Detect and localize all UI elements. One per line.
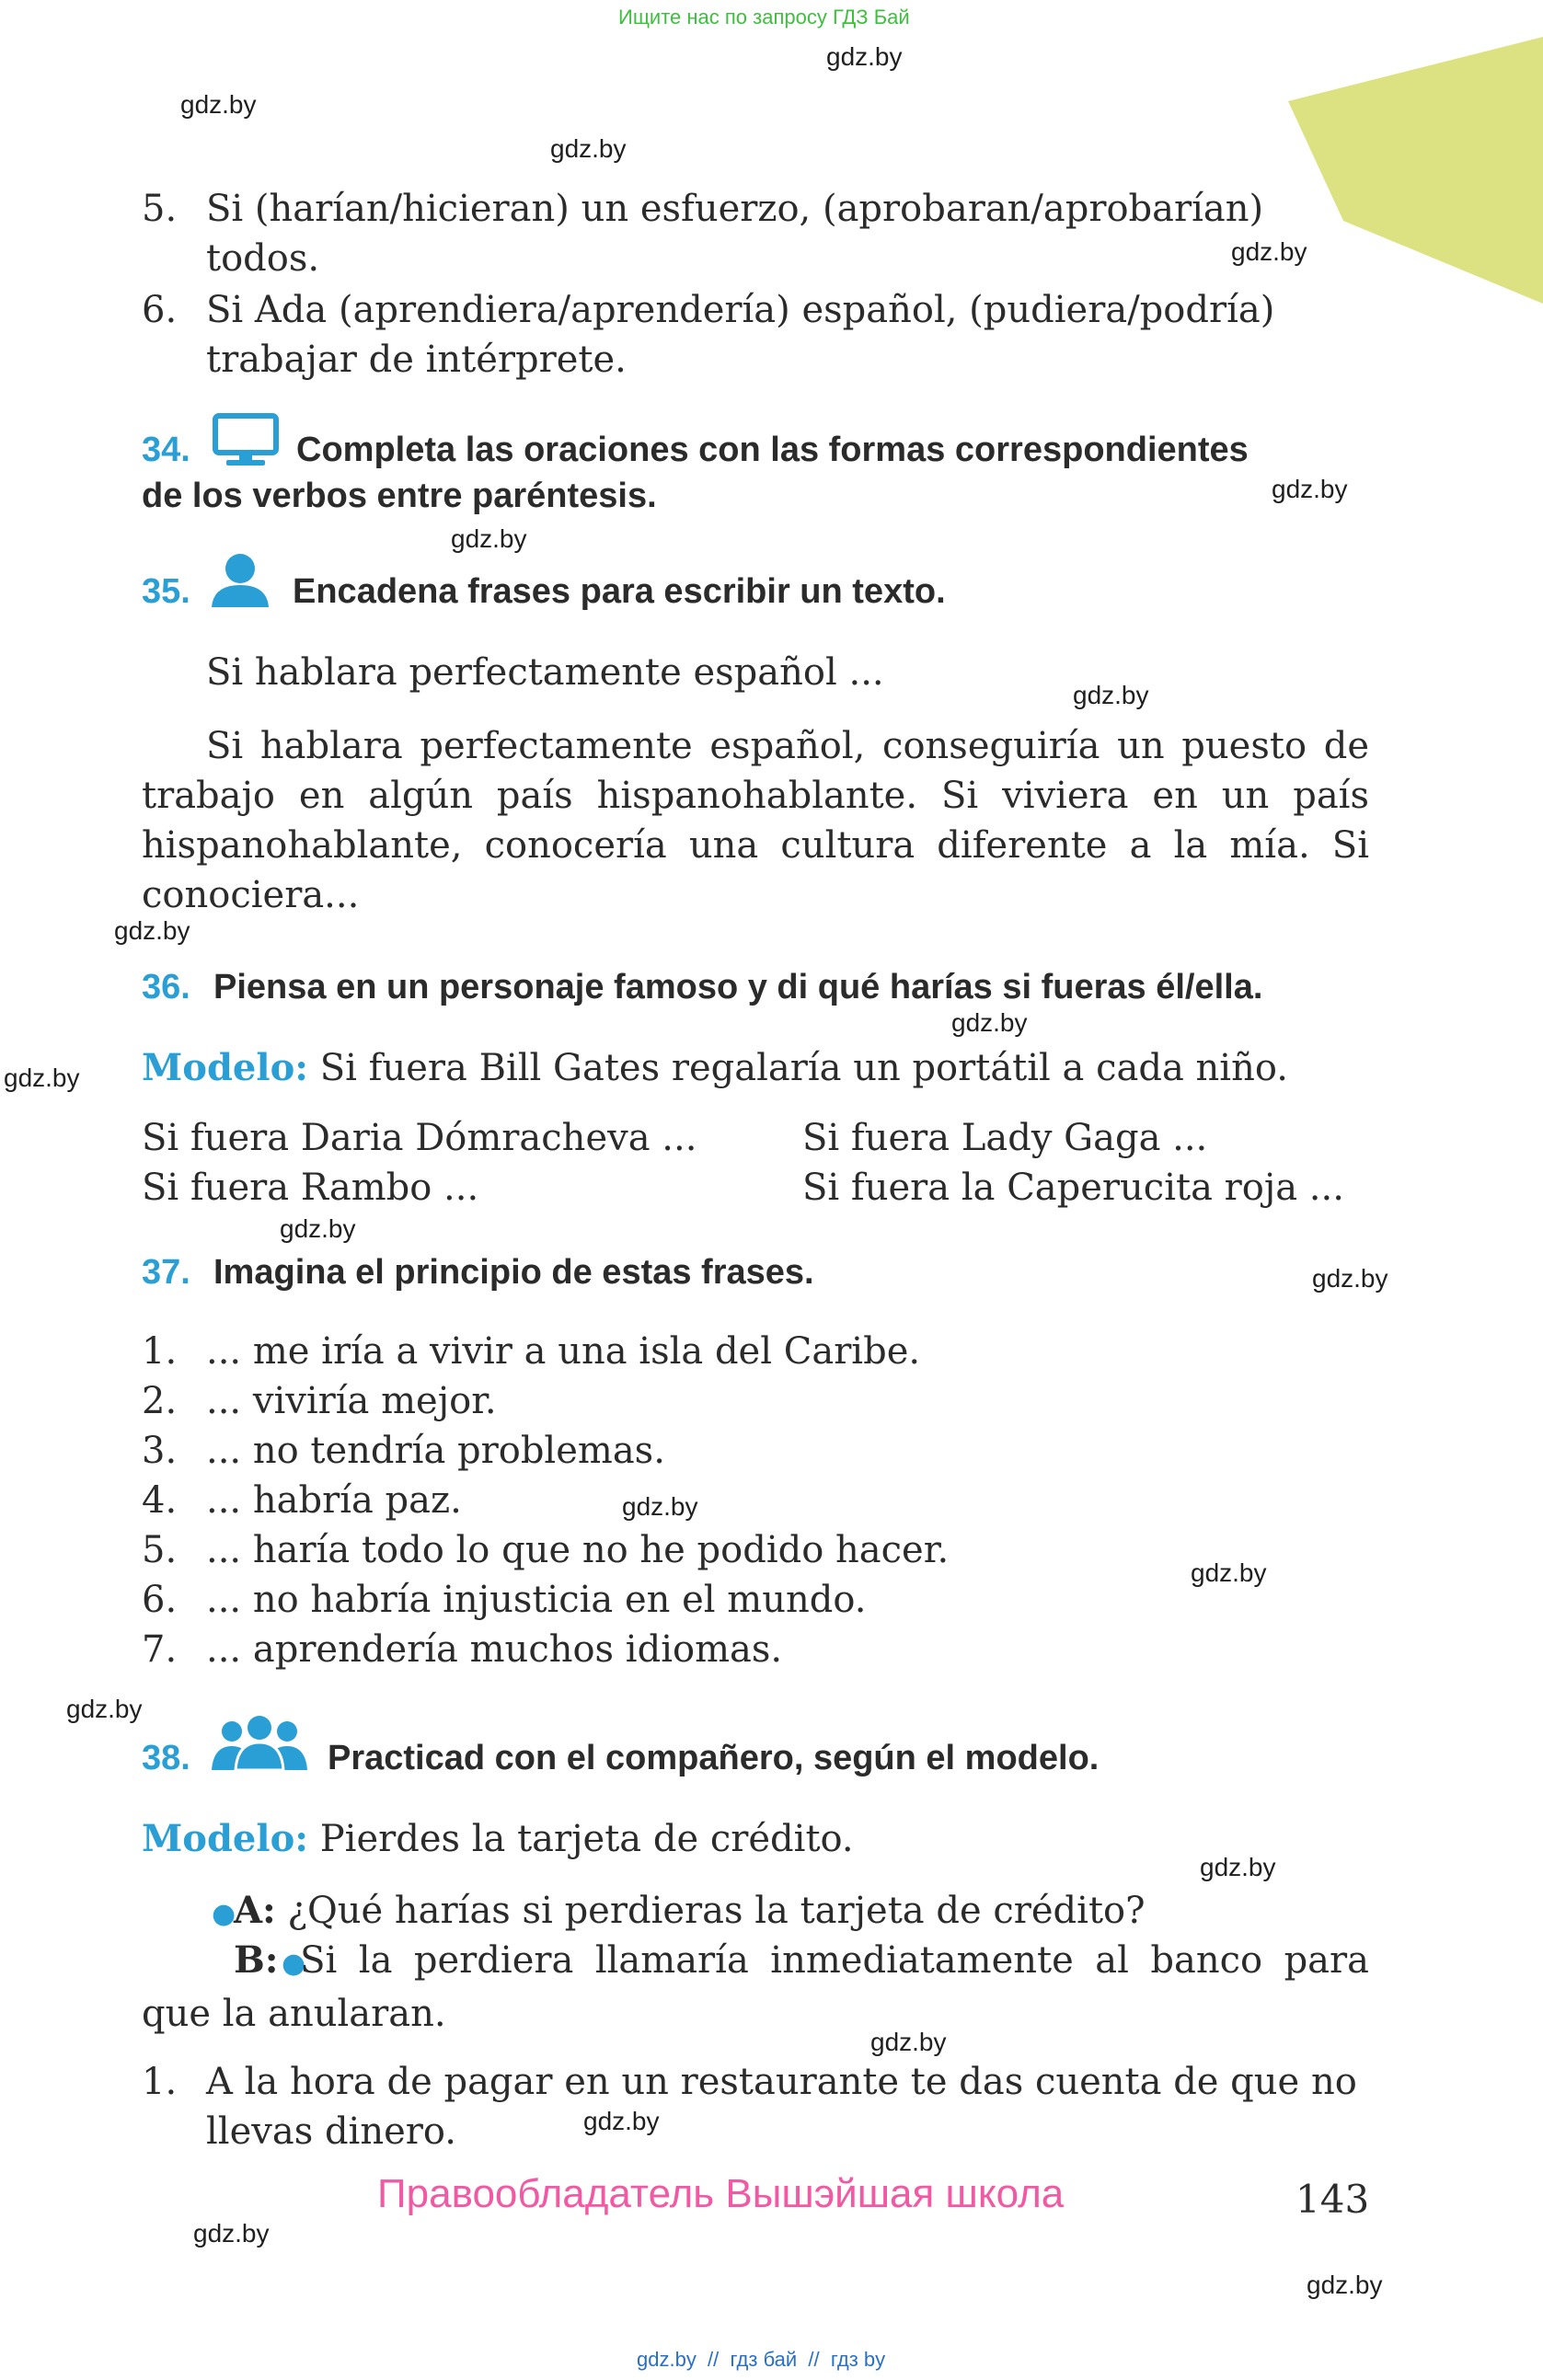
item-number: 6.: [142, 289, 178, 331]
list-item: [142, 285, 1274, 335]
item-text: ... habría paz.: [206, 1479, 462, 1522]
item-text-continuation: trabajar de intérprete.: [206, 339, 627, 381]
exercise-35-paragraph: Si hablara perfectamente español, conseguiría un puesto de trabajo en algún país hispanohablante. Si viviera en un país hispanohablante, conocería una cultura diferente a la mía. Si conociera...: [142, 725, 1369, 916]
speaker-label: A:: [234, 1889, 276, 1932]
list-item: [142, 1575, 866, 1625]
exercise-34-number: 34.: [142, 431, 190, 469]
item-text: ... haría todo lo que no he podido hacer.: [206, 1529, 950, 1571]
watermark: gdz.by: [1231, 237, 1307, 266]
watermark: gdz.by: [180, 90, 257, 119]
exercise-38-title: Practicad con el compañero, según el modelo.: [328, 1739, 1100, 1777]
item-text: Si (harían/hicieran) un esfuerzo, (aprobaran/aprobarían): [206, 188, 1264, 230]
group-icon: [212, 1715, 307, 1774]
option-item: Si fuera Rambo ...: [142, 1167, 479, 1209]
watermark: gdz.by: [451, 524, 527, 553]
exercise-38-number: 38.: [142, 1739, 190, 1777]
watermark: gdz.by: [826, 42, 903, 71]
footer-links: gdz.by // гдз бай // гдз by: [637, 2348, 886, 2371]
item-number: 3.: [142, 1430, 178, 1472]
exercise-37-title: Imagina el principio de estas frases.: [213, 1253, 814, 1292]
model-text: Pierdes la tarjeta de crédito.: [319, 1818, 854, 1860]
watermark: gdz.by: [193, 2219, 270, 2248]
corner-shape: [1288, 37, 1543, 304]
list-item: [142, 2057, 1357, 2107]
exercise-34-title-continuation: de los verbos entre paréntesis.: [142, 477, 657, 515]
dialog-line-b: [142, 1936, 1369, 2039]
item-number: 1.: [142, 2061, 178, 2103]
item-text: ... me iría a vivir a una isla del Caribe.: [206, 1330, 921, 1373]
item-number: 4.: [142, 1479, 178, 1522]
exercise-38-model: [142, 1814, 854, 1864]
list-item: [142, 184, 1263, 234]
watermark: gdz.by: [550, 134, 627, 163]
watermark: gdz.by: [1307, 2271, 1383, 2299]
watermark: gdz.by: [280, 1214, 356, 1243]
watermark: gdz.by: [951, 1008, 1028, 1037]
watermark: gdz.by: [4, 1064, 80, 1092]
item-text: ... no tendría problemas.: [206, 1430, 665, 1472]
exercise-34-title: Completa las oraciones con las formas correspondientes: [296, 431, 1249, 469]
watermark: gdz.by: [1191, 1558, 1267, 1587]
dialog-text: ¿Qué harías si perdieras la tarjeta de crédito?: [287, 1890, 1146, 1932]
item-number: 5.: [142, 188, 178, 230]
list-item: [142, 1426, 665, 1476]
dialog-text: Si la perdiera llamaría inmediatamente al banco para que la anularan.: [142, 1939, 1369, 2035]
item-number: 6.: [142, 1579, 178, 1621]
item-text: Si Ada (aprendiera/aprendería) español, (pudiera/podría): [206, 289, 1275, 331]
option-item: Si fuera la Caperucita roja ...: [802, 1167, 1344, 1209]
exercise-37-number: 37.: [142, 1253, 190, 1292]
list-item: [142, 1376, 497, 1426]
list-item: [142, 1625, 782, 1674]
item-text: ... aprendería muchos idiomas.: [206, 1628, 783, 1671]
exercise-36-title: Piensa en un personaje famoso y di qué harías si fueras él/ella.: [213, 968, 1263, 1006]
watermark: gdz.by: [1272, 475, 1348, 503]
watermark: gdz.by: [622, 1492, 698, 1521]
option-item: Si fuera Lady Gaga ...: [802, 1117, 1208, 1159]
item-text-continuation: llevas dinero.: [206, 2110, 456, 2153]
header-banner: Ищите нас по запросу ГДЗ Бай: [618, 6, 910, 29]
item-number: 1.: [142, 1330, 178, 1373]
speaker-label: B:: [234, 1938, 279, 1982]
watermark: gdz.by: [66, 1695, 143, 1723]
dialog-line-a: [212, 1886, 1146, 1939]
computer-icon: [212, 412, 280, 469]
item-text: ... no habría injusticia en el mundo.: [206, 1579, 867, 1621]
item-number: 7.: [142, 1628, 178, 1671]
corner-decoration: [1288, 37, 1543, 304]
person-icon: [210, 552, 271, 609]
option-item: Si fuera Daria Dómracheva ...: [142, 1117, 697, 1159]
item-number: 5.: [142, 1529, 178, 1571]
item-text: A la hora de pagar en un restaurante te das cuenta de que no: [206, 2061, 1357, 2103]
page-number: 143: [1295, 2177, 1370, 2222]
model-label: Modelo:: [142, 1046, 309, 1089]
watermark: gdz.by: [114, 916, 190, 945]
bullet-icon: ●: [212, 1898, 236, 1930]
exercise-36-number: 36.: [142, 968, 190, 1006]
exercise-35-title: Encadena frases para escribir un texto.: [293, 572, 946, 611]
list-item: [142, 1525, 949, 1575]
exercise-35-prompt: Si hablara perfectamente español ...: [206, 651, 884, 694]
watermark: gdz.by: [870, 2028, 947, 2056]
bullet-icon: ●: [282, 1948, 306, 1980]
list-item: [142, 1327, 920, 1376]
model-label: Modelo:: [142, 1817, 309, 1860]
item-text-continuation: todos.: [206, 237, 320, 280]
watermark: gdz.by: [1312, 1264, 1388, 1293]
watermark: gdz.by: [1073, 681, 1149, 709]
list-item: [142, 1476, 462, 1525]
watermark: gdz.by: [583, 2107, 660, 2135]
exercise-36-model: [142, 1043, 1288, 1093]
item-text: ... viviría mejor.: [206, 1380, 497, 1422]
watermark: gdz.by: [1200, 1853, 1276, 1881]
exercise-35-number: 35.: [142, 572, 190, 611]
copyright-notice: Правообладатель Вышэйшая школа: [377, 2171, 1065, 2216]
item-number: 2.: [142, 1380, 178, 1422]
model-text: Si fuera Bill Gates regalaría un portátil a cada niño.: [319, 1047, 1288, 1089]
